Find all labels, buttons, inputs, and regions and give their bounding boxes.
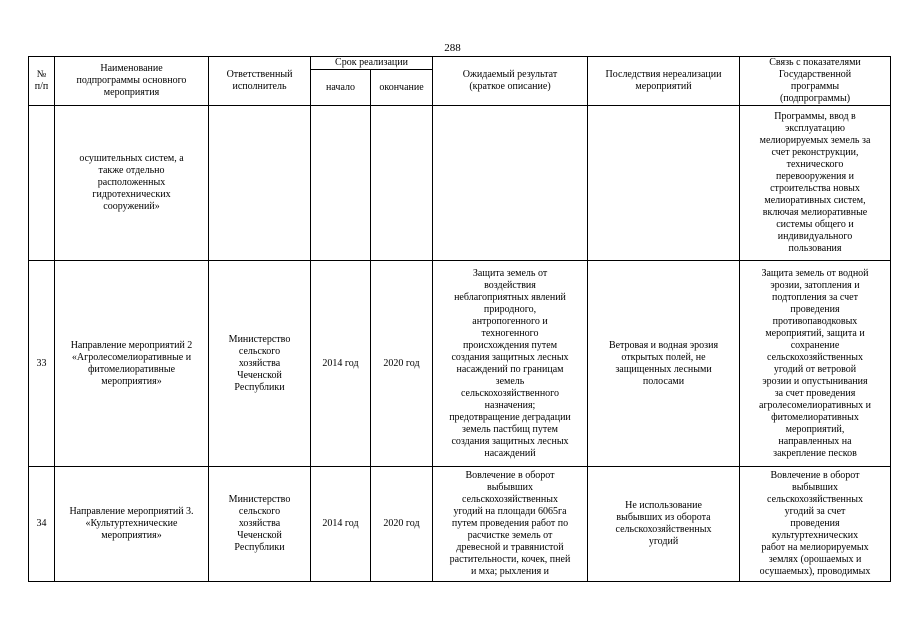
row-end: 2020 год [371, 261, 433, 467]
row-end: 2020 год [371, 467, 433, 582]
row-result [433, 106, 588, 261]
row-end [371, 106, 433, 261]
row-num: 34 [29, 467, 55, 582]
row-result: Защита земель от воздействия неблагоприятных явлений природного, антропогенного и техногенного происхождения путем создания защитных лесных насаждений по границам земель сельскохозяйственного назначения; предотвращение деградации земель пастбищ путем создания защитных лесных насаждений [433, 261, 588, 467]
row-start [311, 106, 371, 261]
row-num: 33 [29, 261, 55, 467]
row-num [29, 106, 55, 261]
header-name: Наименование подпрограммы основного мероприятия [55, 57, 209, 106]
header-period: Срок реализации [311, 57, 433, 70]
table-row [29, 106, 891, 261]
row-executor: Министерство сельского хозяйства Чеченской Республики [209, 467, 311, 582]
row-executor: Министерство сельского хозяйства Чеченской Республики [209, 261, 311, 467]
header-consequences: Последствия нереализации мероприятий [588, 57, 740, 106]
row-link: Вовлечение в оборот выбывших сельскохозяйственных угодий за счет проведения культуртехнических работ на мелиорируемых землях (орошаемых и осушаемых), проводимых [740, 467, 891, 582]
row-name: осушительных систем, а также отдельно расположенных гидротехнических сооружений» [55, 106, 209, 261]
row-link: Защита земель от водной эрозии, затопления и подтопления за счет проведения противопаводковых мероприятий, защита и сохранение сельскохозяйственных угодий от ветровой эрозии и опустынивания за счет проведения агролесомелиоративных и фитомелиоративных мероприятий, направленных на закрепление песков [740, 261, 891, 467]
header-result: Ожидаемый результат (краткое описание) [433, 57, 588, 106]
header-executor: Ответственный исполнитель [209, 57, 311, 106]
row-executor [209, 106, 311, 261]
row-start: 2014 год [311, 467, 371, 582]
row-consequences: Не использование выбывших из оборота сельскохозяйственных угодий [588, 467, 740, 582]
header-start: начало [311, 70, 371, 106]
row-link: Программы, ввод в эксплуатацию мелиорируемых земель за счет реконструкции, технического перевооружения и строительства новых мелиоративных систем, включая мелиоративные системы общего и индивидуального пользования [740, 106, 891, 261]
table-row [29, 261, 891, 467]
table-row [29, 467, 891, 582]
row-result: Вовлечение в оборот выбывших сельскохозяйственных угодий на площади 6065га путем проведения работ по расчистке земель от древесной и травянистой растительности, кочек, пней и мха; рыхления и [433, 467, 588, 582]
row-name: Направление мероприятий 2 «Агролесомелиоративные и фитомелиоративные мероприятия» [55, 261, 209, 467]
row-start: 2014 год [311, 261, 371, 467]
header-end: окончание [371, 70, 433, 106]
header-num: № п/п [29, 57, 55, 106]
row-name: Направление мероприятий 3. «Культуртехнические мероприятия» [55, 467, 209, 582]
measures-table [28, 56, 891, 582]
header-link: Связь с показателями Государственной программы (подпрограммы) [740, 57, 891, 106]
row-consequences [588, 106, 740, 261]
row-consequences: Ветровая и водная эрозия открытых полей, не защищенных лесными полосами [588, 261, 740, 467]
page-number: 288 [444, 42, 461, 54]
